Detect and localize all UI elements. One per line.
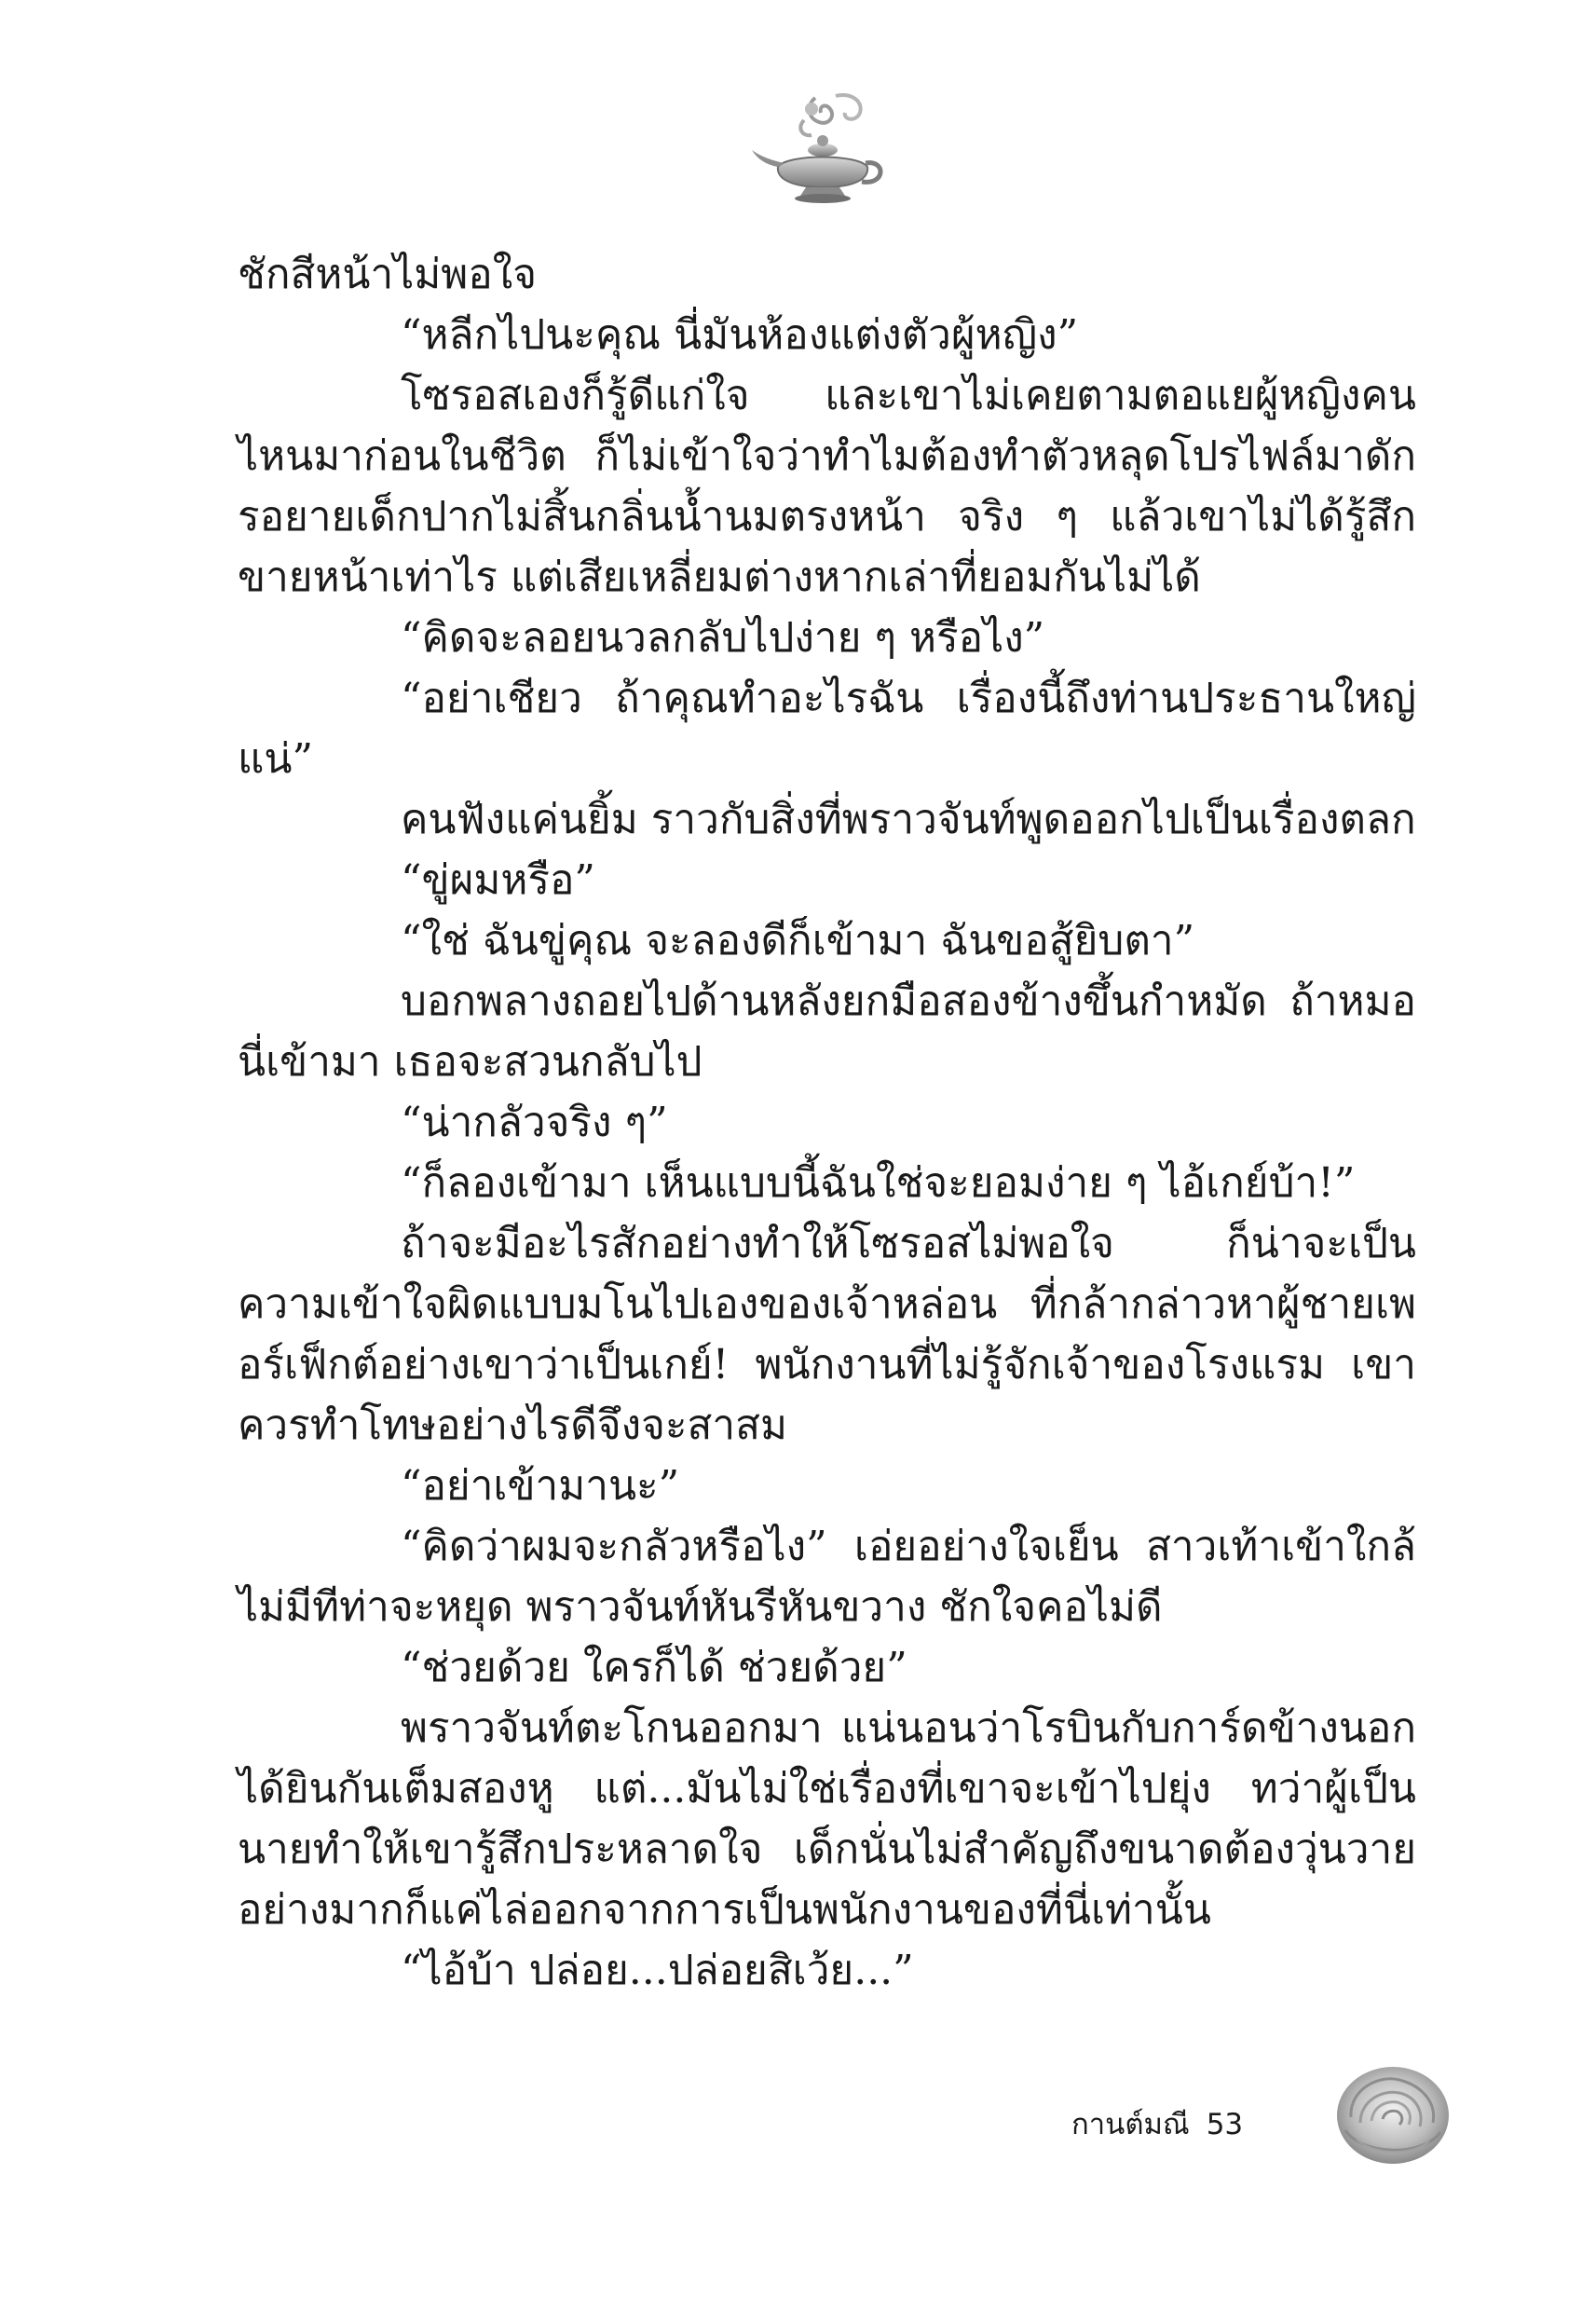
paragraph: พราวจันท์ตะโกนออกมา แน่นอนว่าโรบินกับการ์ดข้างนอกได้ยินกันเต็มสองหู แต่...มันไม่ใช่เรื่องที่เขาจะเข้าไปยุ่ง ทว่าผู้เป็นนายทำให้เขารู้สึกประหลาดใจ เด็กนั่นไม่สำคัญถึงขนาดต้องวุ่นวาย อย่างมากก็แค่ไล่ออกจากการเป็นพนักงานของที่นี่เท่านั้น	[238, 1704, 1416, 1934]
genie-lamp-with-cupid-icon	[750, 89, 890, 210]
paragraph: “หลีกไปนะคุณ นี่มันห้องแต่งตัวผู้หญิง”	[401, 311, 1079, 359]
paragraph: “ก็ลองเข้ามา เห็นแบบนี้ฉันใช่จะยอมง่าย ๆ ไอ้เกย์บ้า!”	[401, 1159, 1356, 1207]
paragraph: ชักสีหน้าไม่พอใจ	[238, 251, 537, 298]
page-footer	[1071, 2097, 1260, 2153]
paragraph: ถ้าจะมีอะไรสักอย่างทำให้โซรอสไม่พอใจ ก็น่าจะเป็นความเข้าใจผิดแบบมโนไปเองของเจ้าหล่อน ที่กล้ากล่าวหาผู้ชายเพอร์เฟ็กต์อย่างเขาว่าเป็นเกย์! พนักงานที่ไม่รู้จักเจ้าของโรงแรม เขาควรทำโทษอย่างไรดีจึงจะสาสม	[238, 1220, 1416, 1449]
paragraph: บอกพลางถอยไปด้านหลังยกมือสองข้างขึ้นกำหมัด ถ้าหมอนี่เข้ามา เธอจะสวนกลับไป	[238, 978, 1416, 1086]
paragraph: “ช่วยด้วย ใครก็ได้ ช่วยด้วย”	[401, 1644, 907, 1691]
paragraph: “ขู่ผมหรือ”	[401, 856, 595, 904]
paragraph: “อย่าเชียว ถ้าคุณทำอะไรฉัน เรื่องนี้ถึงท่านประธานใหญ่แน่”	[238, 675, 1416, 783]
paragraph: “คิดจะลอยนวลกลับไปง่าย ๆ หรือไง”	[401, 614, 1045, 662]
paragraph: โซรอสเองก็รู้ดีแก่ใจ และเขาไม่เคยตามตอแยผู้หญิงคนไหนมาก่อนในชีวิต ก็ไม่เข้าใจว่าทำไมต้องทำตัวหลุดโปรไฟล์มาดักรอยายเด็กปากไม่สิ้นกลิ่นน้ำนมตรงหน้า จริง ๆ แล้วเขาไม่ได้รู้สึกขายหน้าเท่าไร แต่เสียเหลี่ยมต่างหากเล่าที่ยอมกันไม่ได้	[238, 372, 1416, 601]
paragraph: “ไอ้บ้า ปล่อย...ปล่อยสิเว้ย...”	[401, 1947, 914, 1994]
paragraph: “คิดว่าผมจะกลัวหรือไง” เอ่ยอย่างใจเย็น สาวเท้าเข้าใกล้ไม่มีทีท่าจะหยุด พราวจันท์หันรีหันขวาง ชักใจคอไม่ดี	[238, 1523, 1416, 1631]
book-title: กานต์มณี	[1071, 2108, 1190, 2141]
chapter-body-text	[238, 244, 1416, 2001]
page-number: 53	[1206, 2108, 1244, 2141]
paragraph: “น่ากลัวจริง ๆ”	[401, 1099, 668, 1146]
paragraph: คนฟังแค่นยิ้ม ราวกับสิ่งที่พราวจันท์พูดออกไปเป็นเรื่องตลก	[401, 796, 1416, 843]
rose-icon	[1332, 2061, 1453, 2168]
paragraph: “ใช่ ฉันขู่คุณ จะลองดีก็เข้ามา ฉันขอสู้ยิบตา”	[401, 917, 1195, 964]
paragraph: “อย่าเข้ามานะ”	[401, 1462, 680, 1510]
